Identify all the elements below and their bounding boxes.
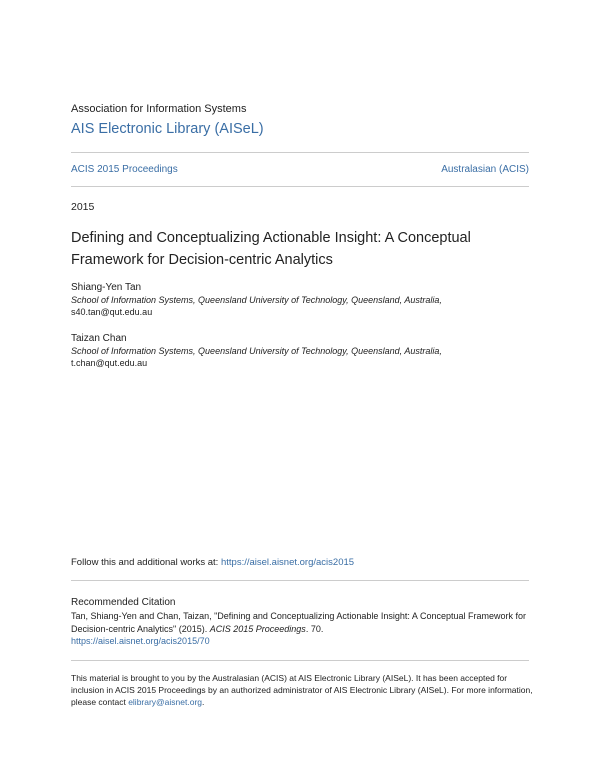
follow-line [71,557,354,568]
author-email: t.chan@qut.edu.au [71,358,148,368]
divider-top [71,152,529,153]
series-link[interactable]: Australasian (ACIS) [441,164,529,175]
library-link[interactable]: AIS Electronic Library (AISeL) [71,121,264,137]
paper-title: Defining and Conceptualizing Actionable Insight: A Conceptual Framework for Decision-centric Analytics [71,230,471,268]
citation-heading: Recommended Citation [71,597,176,608]
divider-citation [71,580,529,581]
collection-link[interactable]: https://aisel.aisnet.org/acis2015 [220,557,355,568]
notice-text [71,672,541,708]
author-affiliation: School of Information Systems, Queensland University of Technology, Queensland, Australia, [71,295,442,305]
organization-name: Association for Information Systems [71,103,247,115]
notice-body: This material is brought to you by the Australasian (ACIS) at AIS Electronic Library (AISeL). It has been accepted for inclusion in ACIS 2015 Proceedings by an authorized administrator of AIS Electronic Library (AISeL). For more information, please contact [71,673,533,707]
author-name: Taizan Chan [71,333,127,344]
citation-text [71,610,541,648]
author-block [71,282,541,317]
author-name: Shiang-Yen Tan [71,282,142,293]
citation-number: . 70. [305,623,324,634]
contact-email-link[interactable]: elibrary@aisnet.org [128,697,203,707]
author-block [71,333,541,368]
follow-text: Follow this and additional works at: [71,557,221,568]
citation-venue: ACIS 2015 Proceedings [209,623,306,634]
citation-body: Tan, Shiang-Yen and Chan, Taizan, "Defining and Conceptualizing Actionable Insight: A Conceptual Framework for Decision-centric Analytics" (2015). [71,611,526,634]
publication-year: 2015 [71,201,95,213]
author-email: s40.tan@qut.edu.au [71,307,153,317]
notice-end: . [202,697,205,707]
divider-nav [71,186,529,187]
author-affiliation: School of Information Systems, Queensland University of Technology, Queensland, Australia, [71,346,442,356]
citation-link[interactable]: https://aisel.aisnet.org/acis2015/70 [71,636,210,646]
proceedings-link[interactable]: ACIS 2015 Proceedings [71,164,178,175]
divider-notice [71,660,529,661]
